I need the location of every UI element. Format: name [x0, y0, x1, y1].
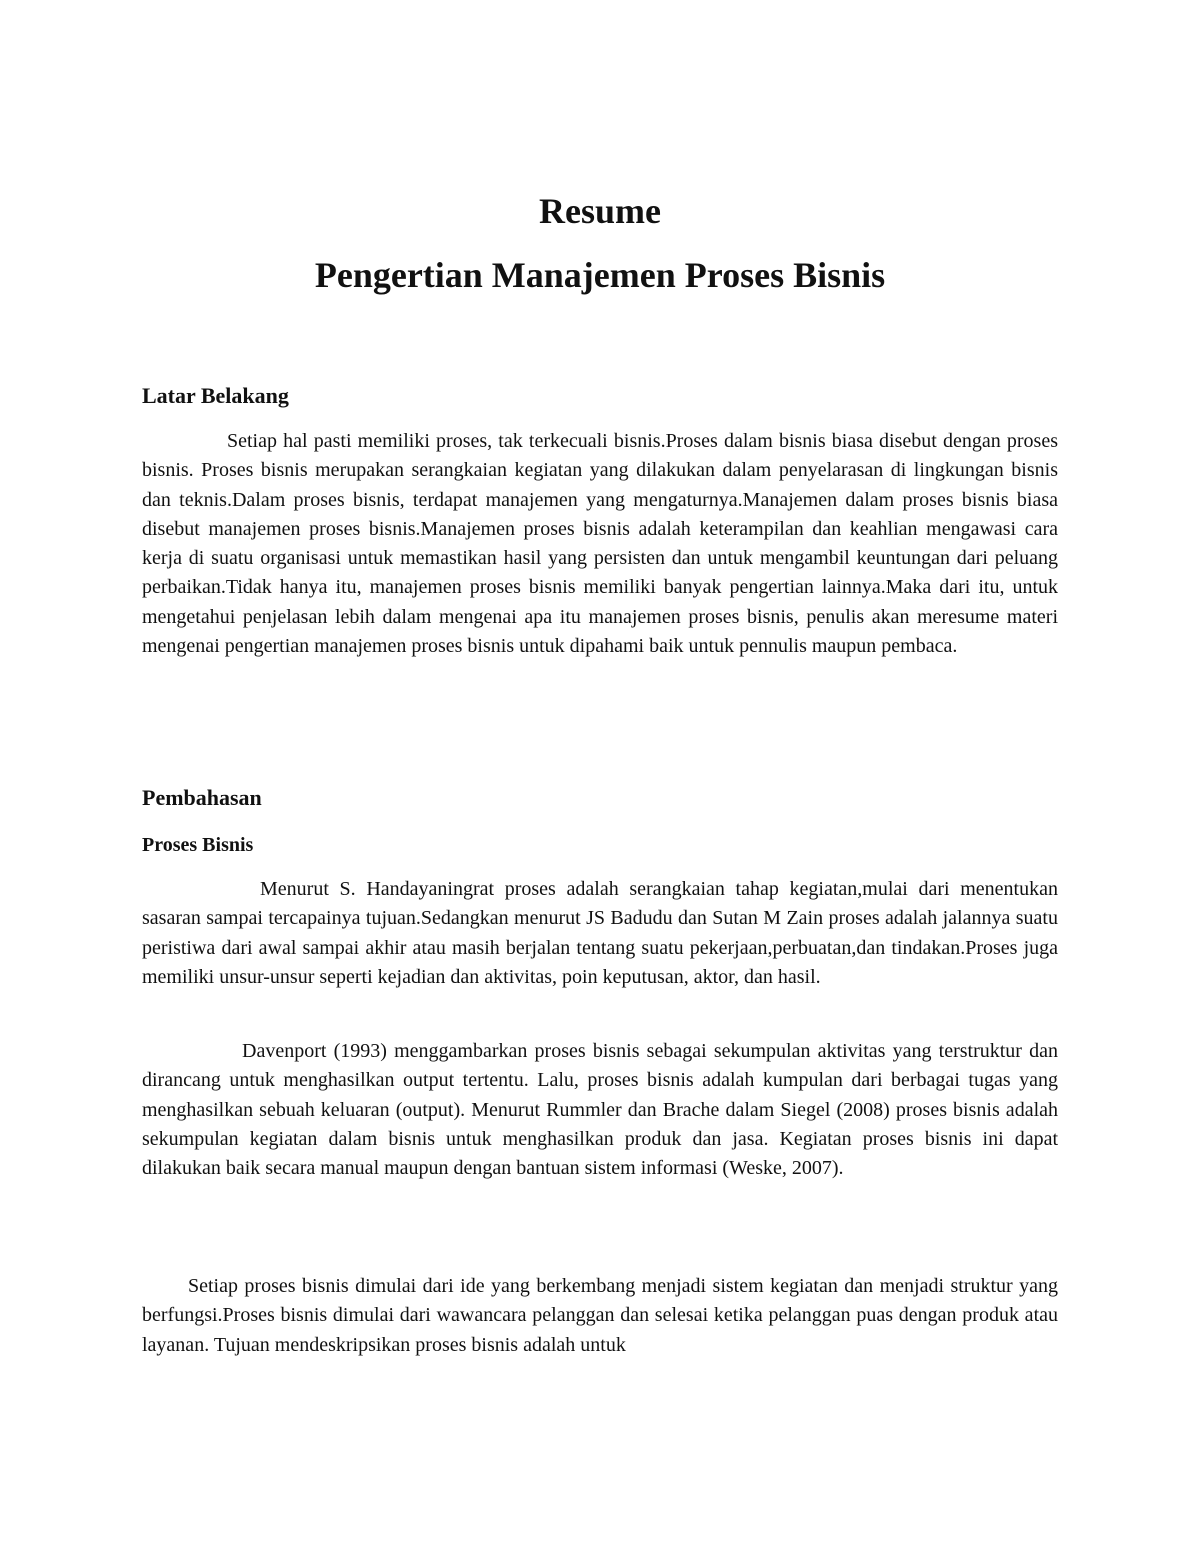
paragraph-handayaningrat: Menurut S. Handayaningrat proses adalah serangkaian tahap kegiatan,mulai dari menentukan sasaran sampai tercapainya tujuan.Sedangkan menurut JS Badudu dan Sutan M Zain proses adalah jalannya suatu peristiwa dari awal sampai akhir atau masih berjalan tentang suatu pekerjaan,perbuatan,dan tindakan.Proses juga memiliki unsur-unsur seperti kejadian dan aktivitas, poin keputusan, aktor, dan hasil.: [142, 878, 1058, 988]
document-title: Resume: [539, 191, 661, 231]
section-heading-pembahasan: Pembahasan: [142, 785, 262, 810]
section-heading-latar-belakang: Latar Belakang: [142, 383, 289, 408]
subheading-proses-bisnis: Proses Bisnis: [142, 834, 254, 856]
document-subtitle: Pengertian Manajemen Proses Bisnis: [314, 255, 886, 295]
paragraph-ide-proses: Setiap proses bisnis dimulai dari ide yang berkembang menjadi sistem kegiatan dan menjadi struktur yang berfungsi.Proses bisnis dimulai dari wawancara pelanggan dan selesai ketika pelanggan puas dengan produk atau layanan. Tujuan mendeskripsikan proses bisnis adalah untuk: [142, 1275, 1058, 1356]
paragraph-latar-belakang: Setiap hal pasti memiliki proses, tak terkecuali bisnis.Proses dalam bisnis biasa disebut dengan proses bisnis. Proses bisnis merupakan serangkaian kegiatan yang dilakukan dalam penyelarasan di lingkungan bisnis dan teknis.Dalam proses bisnis, terdapat manajemen yang mengaturnya.Manajemen dalam proses bisnis biasa disebut manajemen proses bisnis.Manajemen proses bisnis adalah keterampilan dan keahlian mengawasi cara kerja di suatu organisasi untuk memastikan hasil yang persisten dan untuk mengambil keuntungan dari peluang perbaikan.Tidak hanya itu, manajemen proses bisnis memiliki banyak pengertian lainnya.Maka dari itu, untuk mengetahui penjelasan lebih dalam mengenai apa itu manajemen proses bisnis, penulis akan meresume materi mengenai pengertian manajemen proses bisnis untuk dipahami baik untuk pennulis maupun pembaca.: [142, 430, 1058, 658]
paragraph-davenport: Davenport (1993) menggambarkan proses bisnis sebagai sekumpulan aktivitas yang terstruktur dan dirancang untuk menghasilkan output tertentu. Lalu, proses bisnis adalah kumpulan dari berbagai tugas yang menghasilkan sebuah keluaran (output). Menurut Rummler dan Brache dalam Siegel (2008) proses bisnis adalah sekumpulan kegiatan dalam bisnis untuk menghasilkan produk dan jasa. Kegiatan proses bisnis ini dapat dilakukan baik secara manual maupun dengan bantuan sistem informasi (Weske, 2007).: [142, 1040, 1058, 1180]
